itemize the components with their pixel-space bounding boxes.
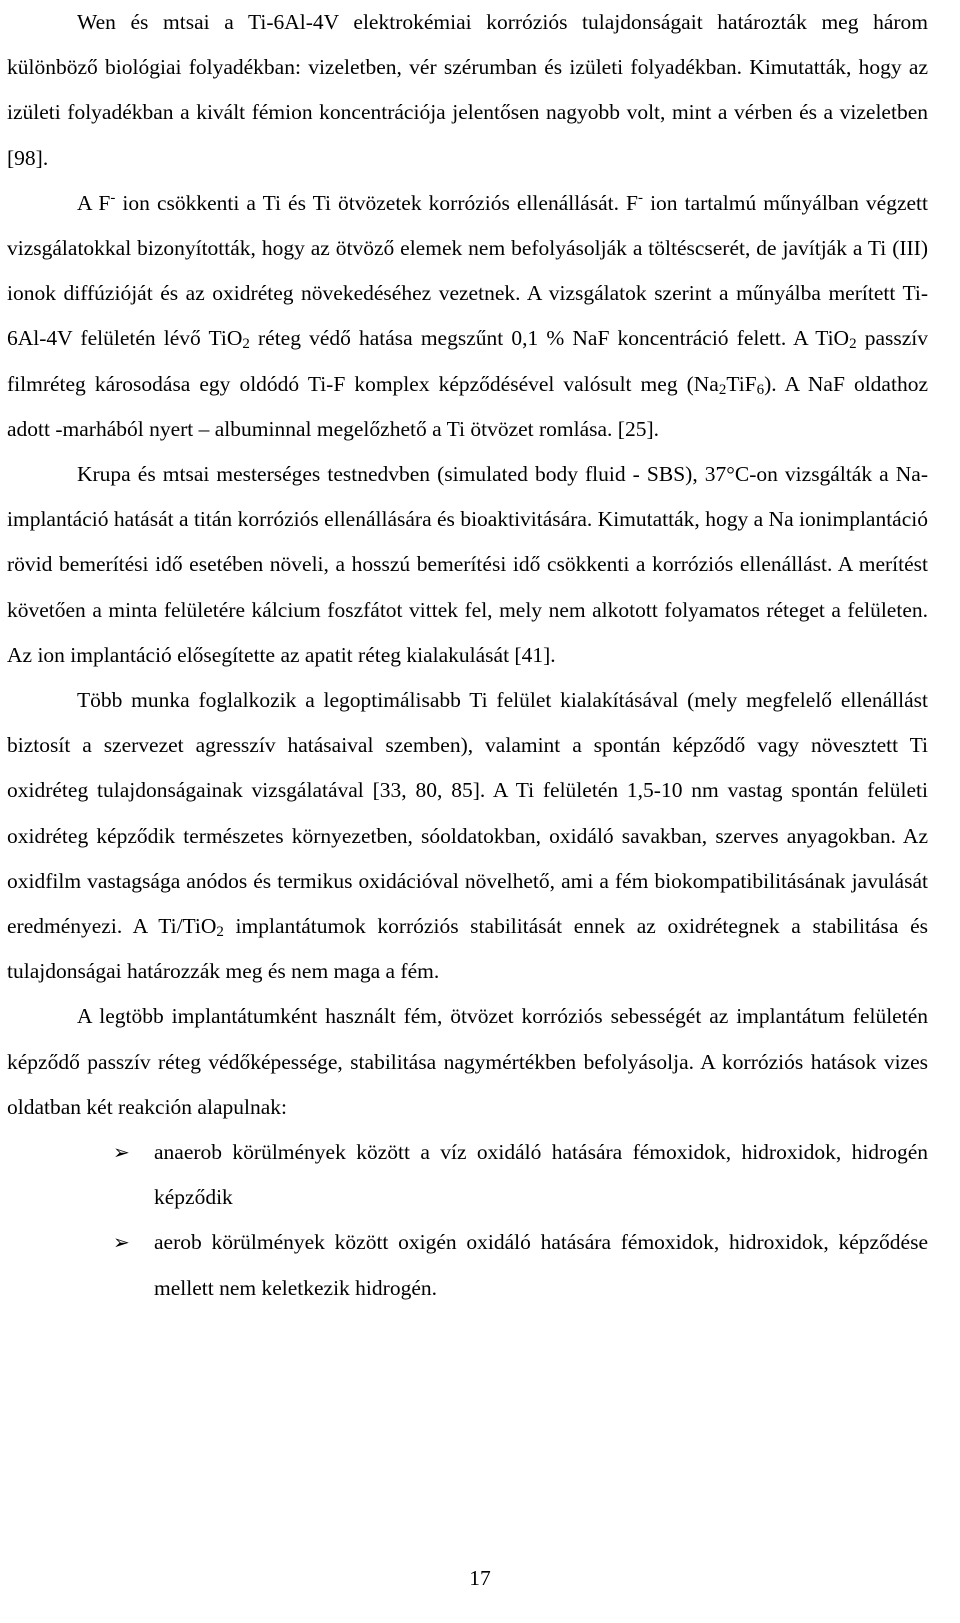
text-run: implantátumok korróziós stabilitását ennek az oxidrétegnek a stabilitása és tulajdonságai határozzák meg és nem maga a fém. xyxy=(7,914,928,984)
arrow-bullet-icon: ➢ xyxy=(113,1140,130,1165)
paragraph-krupa: Krupa és mtsai mesterséges testnedvben (simulated body fluid - SBS), 37°C-on vizsgálták a Na-implantáció hatását a titán korróziós ellenállására és bioaktivitására. Kimutatták, hogy a Na ionimplantáció rövid bemerítési idő esetében növeli, a hosszú bemerítési idő csökkenti a korróziós ellenállást. A merítést követően a minta felületére kálcium foszfátot vittek fel, mely nem alkotott folyamatos réteget a felületen. Az ion implantáció elősegítette az apatit réteg kialakulását [41]. xyxy=(7,462,928,667)
superscript: - xyxy=(110,189,116,206)
superscript: - xyxy=(638,189,644,206)
arrow-bullet-icon: ➢ xyxy=(113,1230,130,1255)
reaction-list xyxy=(7,1130,928,1311)
paragraph-ti-surface xyxy=(7,678,928,994)
page-number: 17 xyxy=(469,1566,491,1590)
list-item xyxy=(7,1220,928,1310)
text-run: TiF xyxy=(726,371,757,396)
paragraph-wen: Wen és mtsai a Ti-6Al-4V elektrokémiai korróziós tulajdonságait határozták meg három különböző biológiai folyadékban: vizeletben, vér szérumban és izületi folyadékban. Kimutatták, hogy az izületi folyadékban a kivált fémion koncentrációja jelentősen nagyobb volt, mint a vérben és a vizeletben [98]. xyxy=(7,10,928,170)
text-run: réteg védő hatása megszűnt 0,1 % NaF koncentráció felett. A TiO xyxy=(249,326,850,351)
subscript: 2 xyxy=(849,336,857,353)
subscript: 2 xyxy=(216,924,224,941)
list-item xyxy=(7,1130,928,1220)
text-run: ion tartalmú műnyálban végzett vizsgálatokkal bizonyították, hogy az ötvöző elemek nem befolyásolják a töltéscserét, de javítják a Ti (III) ionok diffúzióját és az oxidréteg növekedéséhez vezetnek. A vizsgálatok szerint a műnyálba merített Ti-6Al-4V felületén lévő TiO xyxy=(7,190,928,351)
subscript: 2 xyxy=(242,336,250,353)
text-run: passzív filmréteg károsodása egy oldódó Ti-F komplex képződésével valósult meg (Na xyxy=(7,326,929,396)
text-run: ). A NaF oldathoz adott -marhából nyert – albuminnal megelőzhető a Ti ötvözet romlása. [25]. xyxy=(7,371,928,441)
text-run: Több munka foglalkozik a legoptimálisabb Ti felület kialakításával (mely megfelelő ellenállást biztosít a szervezet agresszív hatásaival szemben), valamint a spontán képződő vagy növesztett Ti oxidréteg tulajdonságainak vizsgálatával [33, 80, 85]. A Ti felületén 1,5-10 nm vastag spontán felületi oxidréteg képződik természetes környezetben, sóoldatokban, oxidáló savakban, szerves anyagokban. Az oxidfilm vastagsága anódos és termikus oxidációval növelhető, ami a fém biokompatibilitásának javulását eredményezi. A Ti/TiO xyxy=(7,688,928,939)
text-run: A F xyxy=(77,190,111,215)
paragraph-corrosion: A legtöbb implantátumként használt fém, ötvözet korróziós sebességét az implantátum felületén képződő passzív réteg védőképessége, stabilitása nagymértékben befolyásolja. A korróziós hatások vizes oldatban két reakción alapulnak: xyxy=(7,1004,928,1119)
paragraph-fluoride xyxy=(7,181,928,452)
document-page xyxy=(7,0,928,1311)
text-run: ion csökkenti a Ti és Ti ötvözetek korróziós ellenállását. F xyxy=(115,190,639,215)
subscript: 2 xyxy=(718,381,727,398)
subscript: 6 xyxy=(756,381,765,398)
list-item-text: aerob körülmények között oxigén oxidáló hatására fémoxidok, hidroxidok, képződése mellett nem keletkezik hidrogén. xyxy=(154,1230,928,1300)
list-item-text: anaerob körülmények között a víz oxidáló hatására fémoxidok, hidroxidok, hidrogén képződik xyxy=(154,1140,928,1210)
